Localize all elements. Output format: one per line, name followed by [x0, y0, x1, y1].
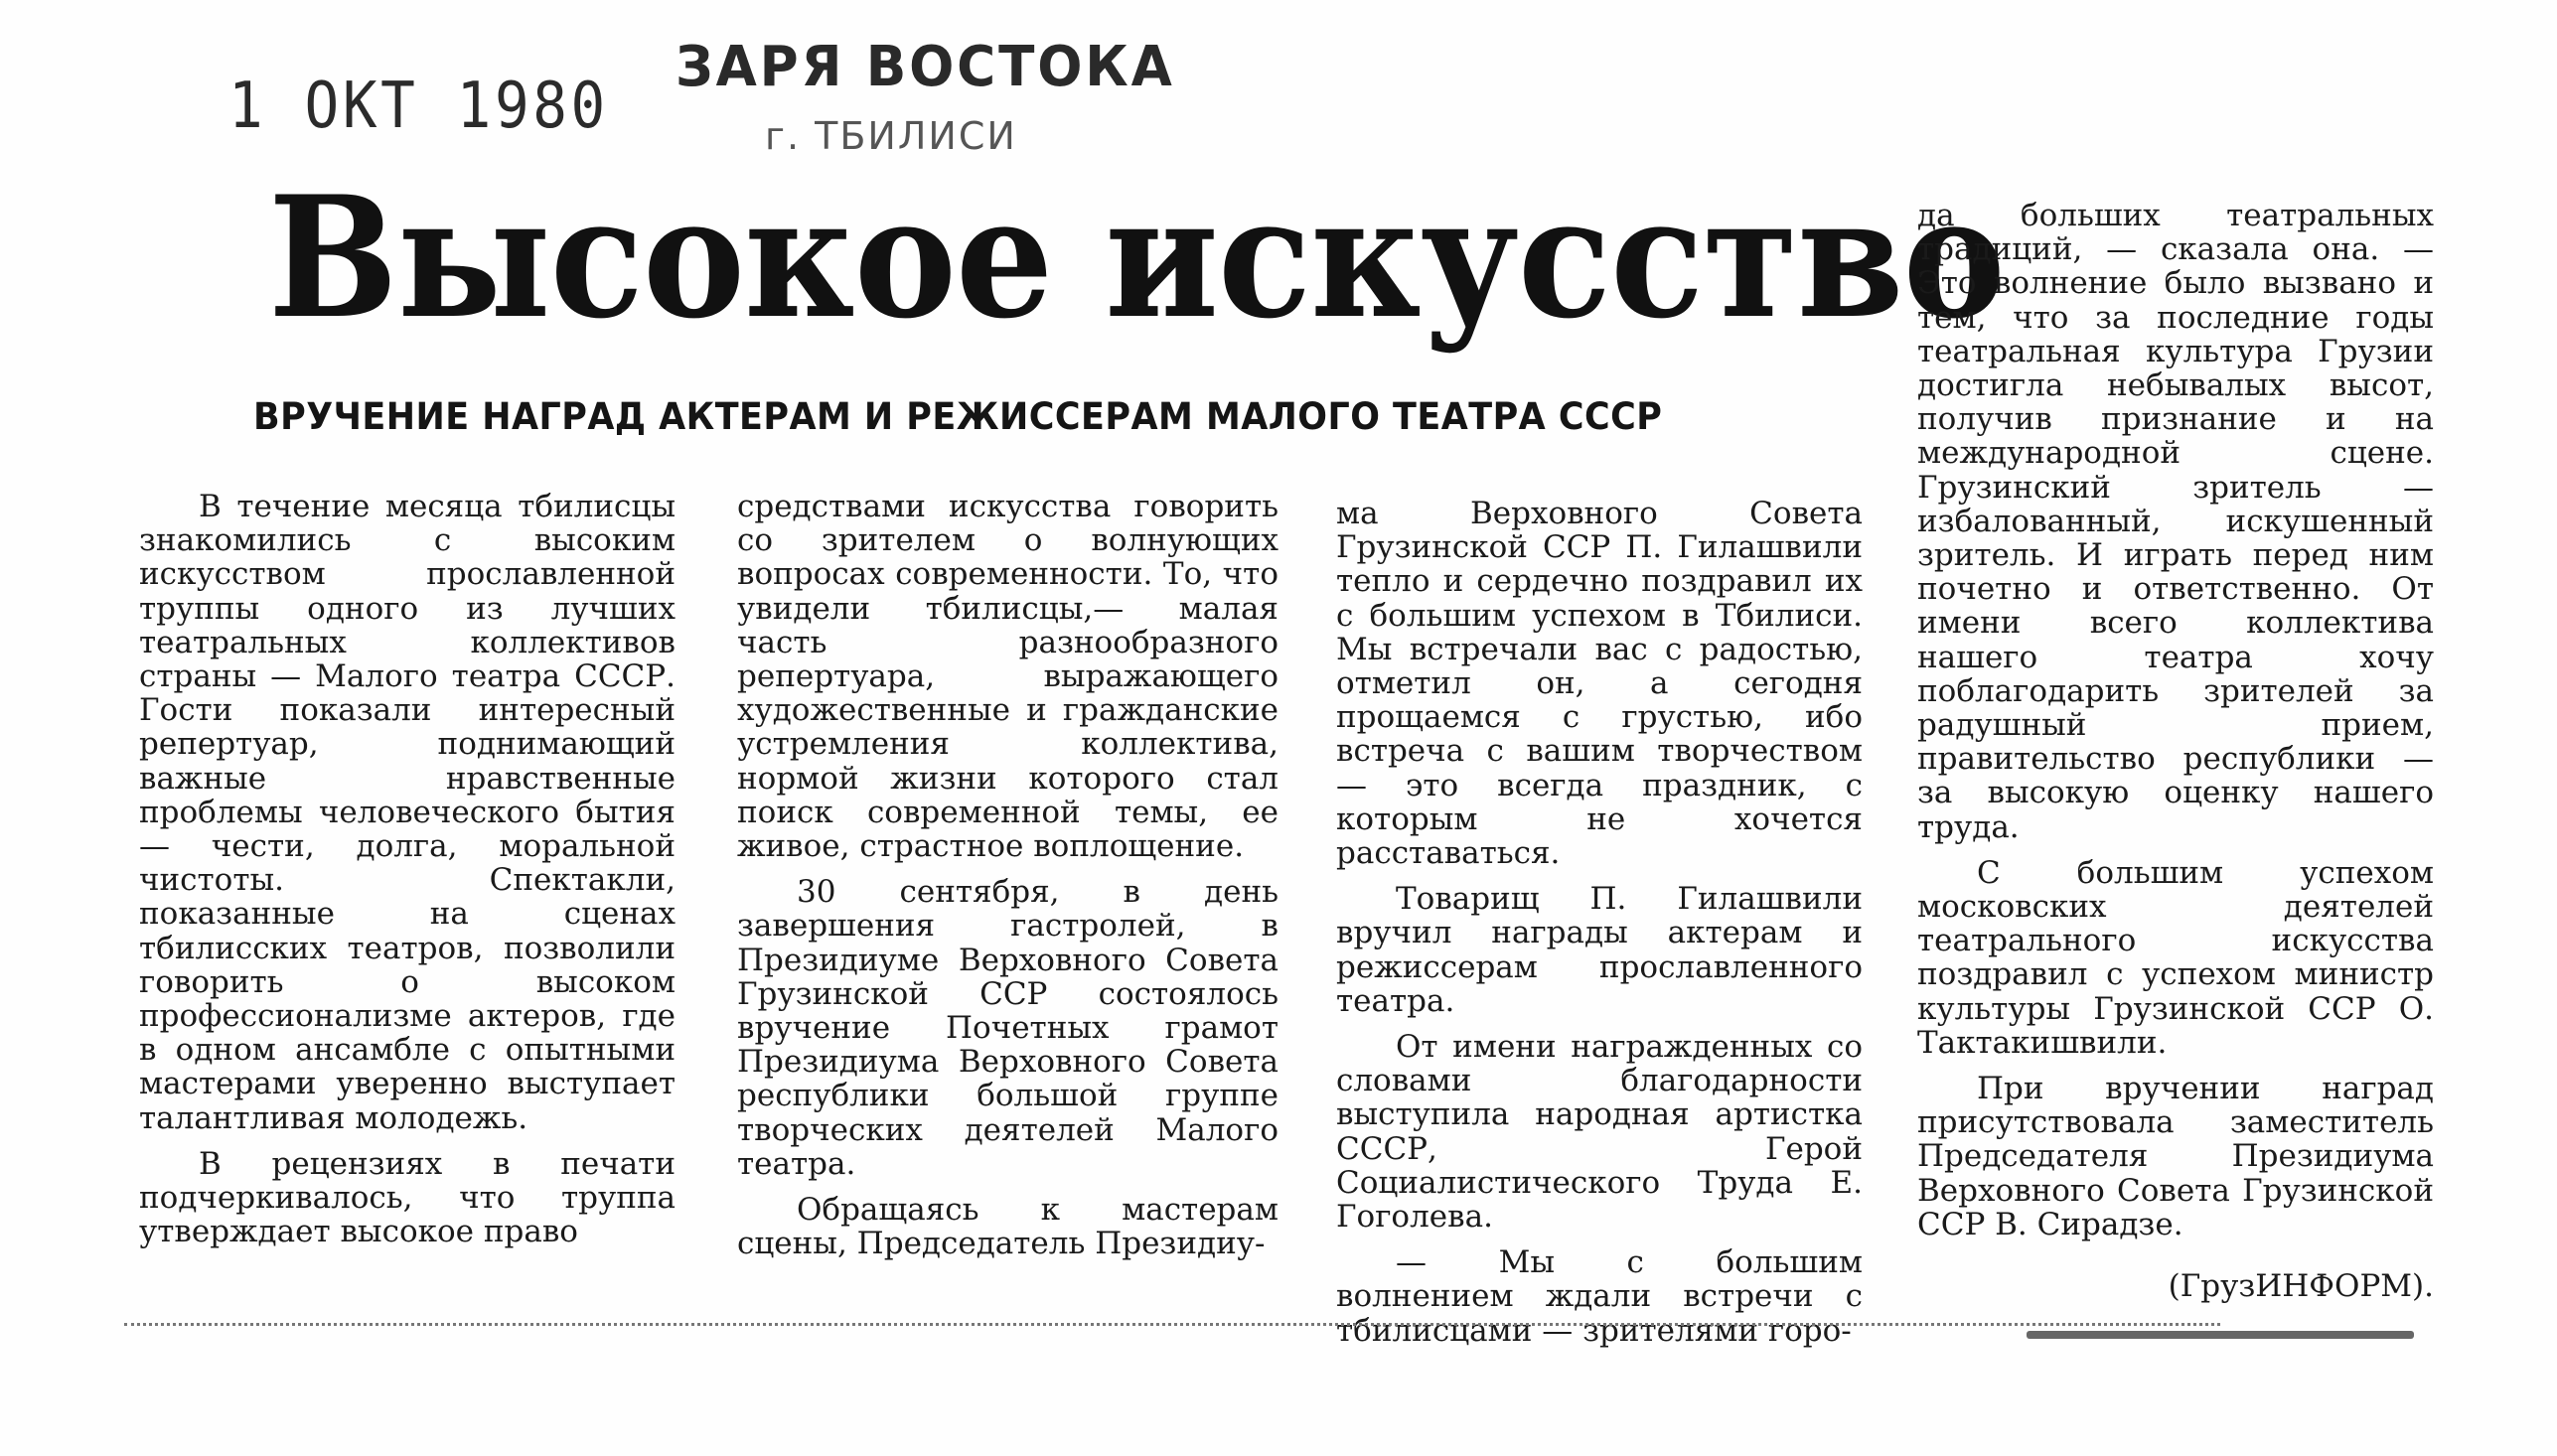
date-stamp: 1 ОКТ 1980: [228, 70, 609, 143]
article-headline: Высокое искусство: [268, 159, 2005, 356]
paragraph: ма Верховного Совета Грузинской ССР П. Гилашвили тепло и сердечно поздравил их с большим успехом в Тбилиси. Мы встречали вас с радостью, отметил он, а сегодня прощаемся с грустью, ибо встреча с вашим творчеством — это всегда праздник, с которым не хочется расставаться.: [1336, 496, 1863, 872]
paragraph: Товарищ П. Гилашвили вручил награды актерам и режиссерам прославленного театра.: [1336, 881, 1863, 1019]
paragraph: Обращаясь к мастерам сцены, Председатель Президиу-: [737, 1192, 1278, 1262]
article-column-4: [1917, 199, 2434, 1303]
paragraph: При вручении наград присутствовала заместитель Председателя Президиума Верховного Совета Грузинской ССР В. Сирадзе.: [1917, 1071, 2434, 1242]
newspaper-name-stamp: ЗАРЯ ВОСТОКА: [676, 35, 1175, 99]
article-subheadline: ВРУЧЕНИЕ НАГРАД АКТЕРАМ И РЕЖИССЕРАМ МАЛОГО ТЕАТРА СССР: [253, 395, 1663, 438]
article-column-3: [1336, 497, 1863, 1348]
paragraph: 30 сентября, в день завершения гастролей, в Президиуме Верховного Совета Грузинской ССР состоялось вручение Почетных грамот Президиума Верховного Совета республики большой группе творческих деятелей Малого театра.: [737, 874, 1278, 1182]
news-agency-credit: (ГрузИНФОРМ).: [2168, 1268, 2434, 1305]
article-column-1: [139, 490, 676, 1248]
paragraph: В течение месяца тбилисцы знакомились с высоким искусством прославленной труппы одного из лучших театральных коллективов страны — Малого театра СССР. Гости показали интересный репертуар, поднимающий важные нравственные проблемы человеческого бытия — чести, долга, моральной чистоты. Спектакли, показанные на сценах тбилисских театров, позволили говорить о высоком профессионализме актеров, где в одном ансамбле с опытными мастерами уверенно выступает талантливая молодежь.: [139, 489, 676, 1136]
paragraph: От имени награжденных со словами благодарности выступила народная артистка СССР, Герой Социалистического Труда Е. Гоголева.: [1336, 1029, 1863, 1236]
bottom-rule: [124, 1323, 2220, 1326]
paragraph: — Мы с большим волнением ждали встречи с тбилисцами — зрителями горо-: [1336, 1244, 1863, 1349]
paragraph: В рецензиях в печати подчеркивалось, что труппа утверждает высокое право: [139, 1145, 676, 1250]
paragraph: да больших театральных традиций, — сказала она. — Это волнение было вызвано и тем, что за последние годы театральная культура Грузии достигла небывалых высот, получив признание и на международной сцене. Грузинский зритель — избалованный, искушенный зритель. И играть перед ним почетно и ответственно. От имени всего коллектива нашего театра хочу поблагодарить зрителей за радушный прием, правительство республики — за высокую оценку нашего труда.: [1917, 198, 2434, 845]
bottom-rule-heavy: [2027, 1331, 2414, 1339]
paragraph: средствами искусства говорить со зрителем о волнующих вопросах современности. То, что увидели тбилисцы,— малая часть разнообразного репертуара, выражающего художественные и гражданские устремления коллектива, нормой жизни которого стал поиск современной темы, ее живое, страстное воплощение.: [737, 489, 1278, 865]
article-column-2: [737, 490, 1278, 1260]
paragraph: С большим успехом московских деятелей театрального искусства поздравил с успехом министр культуры Грузинской ССР О. Тактакишвили.: [1917, 854, 2434, 1061]
city-stamp: г. ТБИЛИСИ: [765, 114, 1017, 158]
